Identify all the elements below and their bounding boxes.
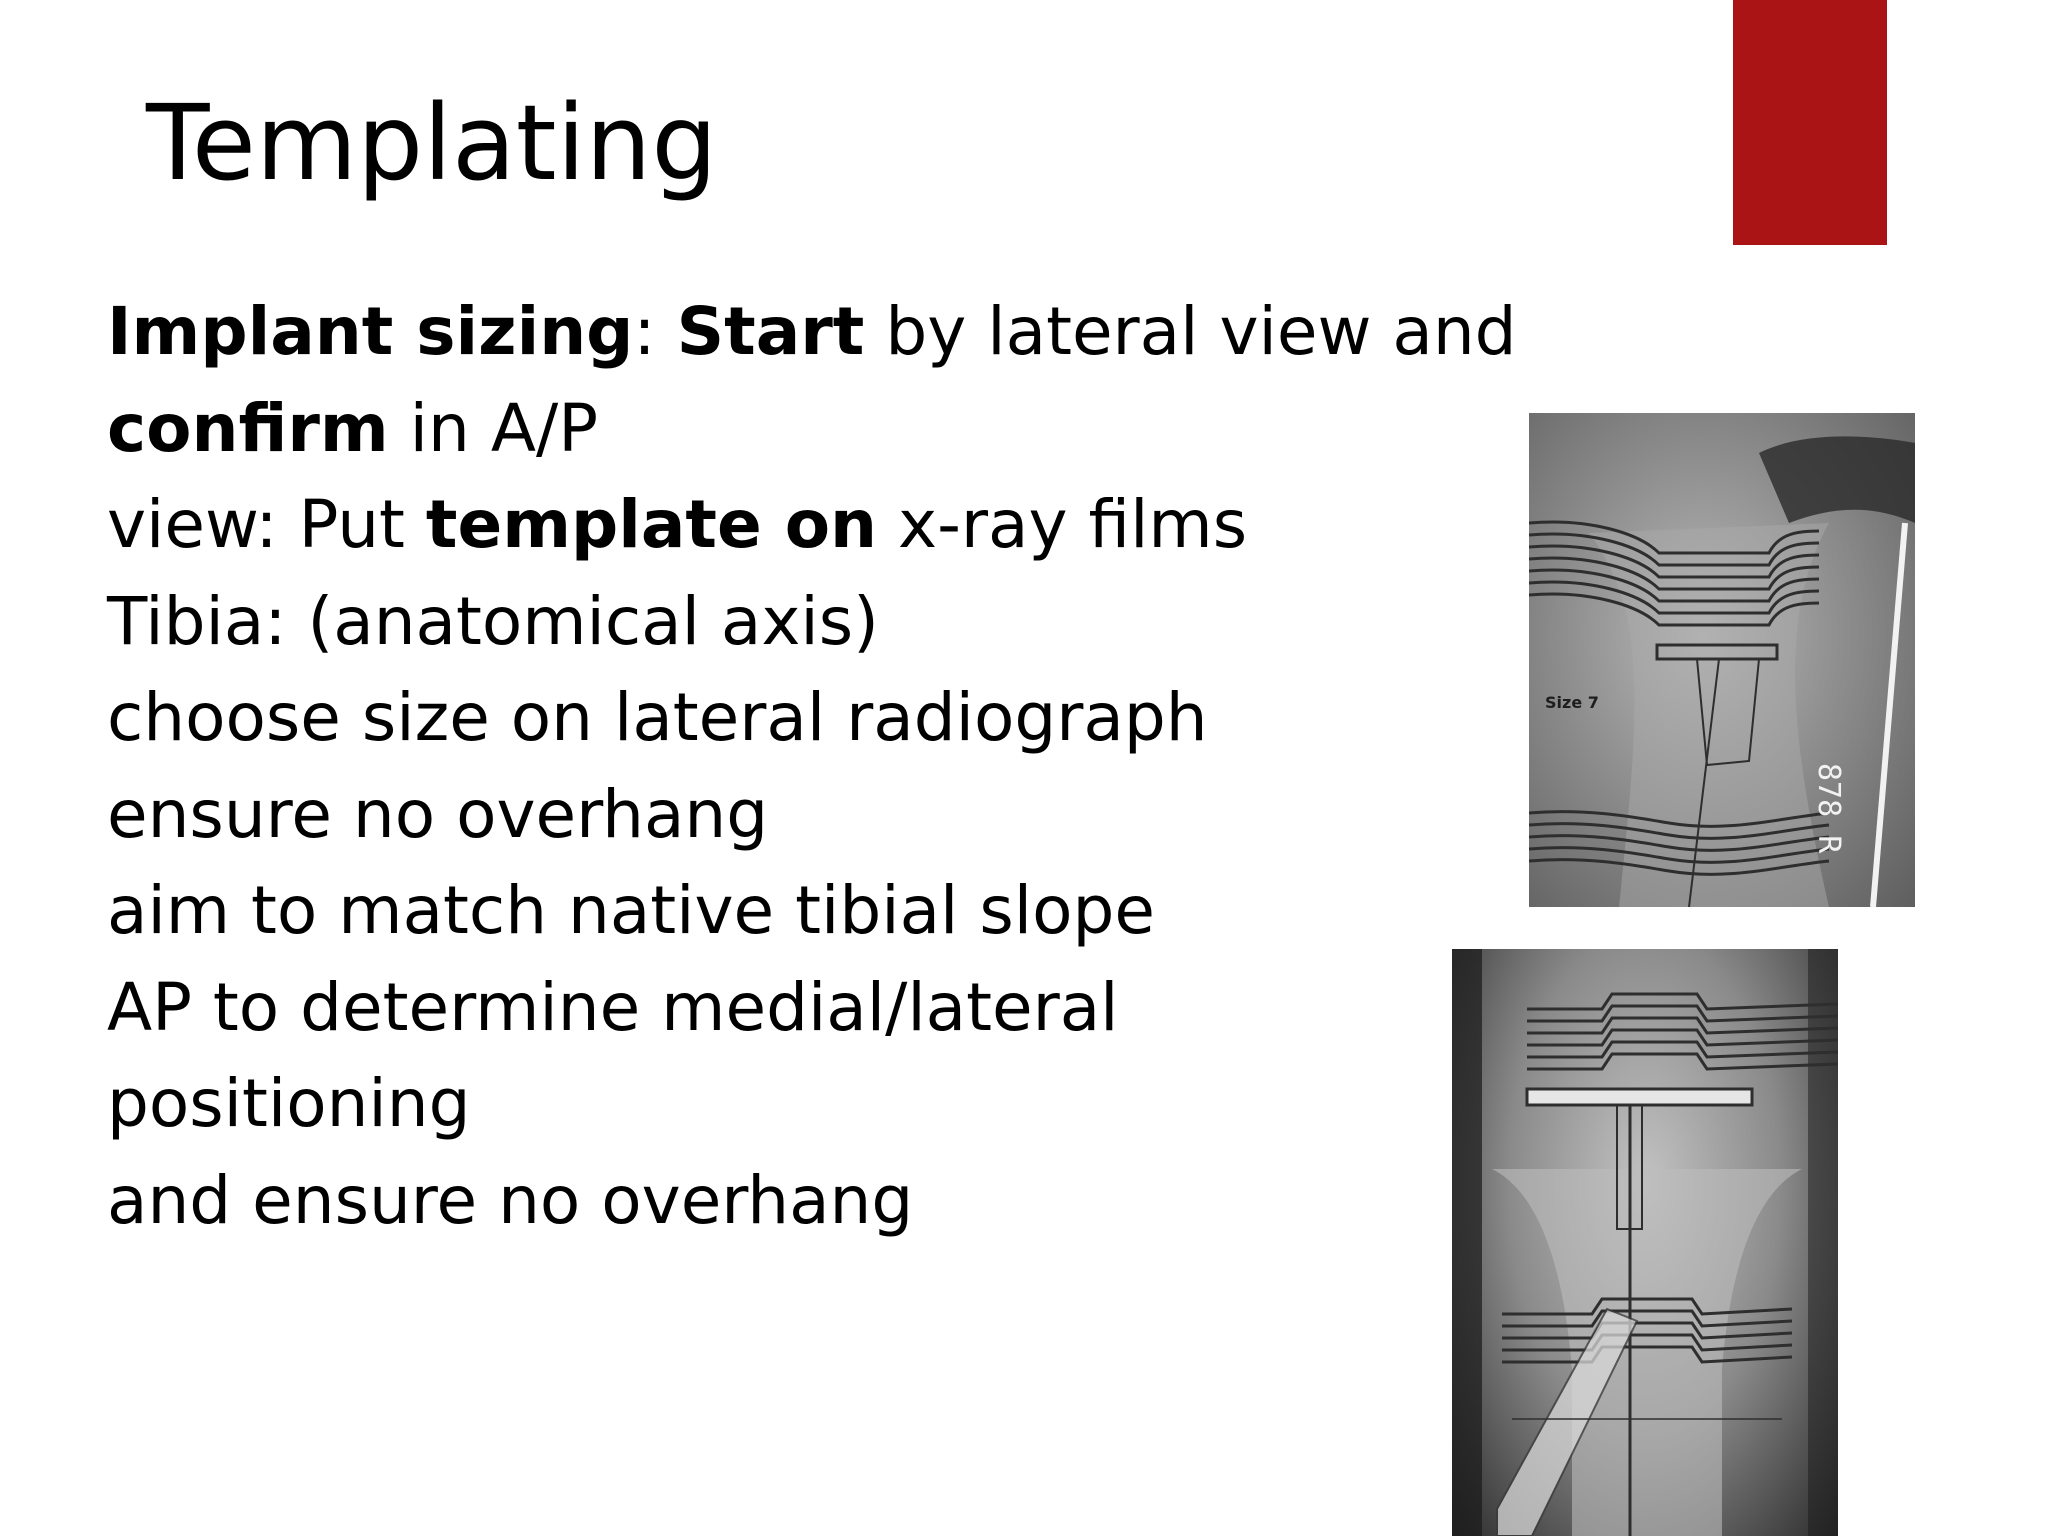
body-line bbox=[107, 960, 1447, 1057]
body-bold-text: template on bbox=[425, 486, 878, 563]
lateral-xray-image bbox=[1529, 413, 1915, 907]
body-text-run: and ensure no overhang bbox=[107, 1161, 914, 1239]
body-text-run: view: Put bbox=[107, 486, 426, 563]
lateral-marker-label: 878 R bbox=[1811, 763, 1846, 854]
body-text-run: Tibia: (anatomical axis) bbox=[107, 582, 879, 660]
body-line bbox=[107, 767, 1447, 864]
body-text-run: in A/P bbox=[388, 389, 599, 467]
body-text-run: AP to determine medial/lateral bbox=[107, 968, 1119, 1046]
body-bold-text: Start bbox=[676, 293, 865, 370]
body-line bbox=[107, 381, 1447, 478]
body-line bbox=[107, 1056, 1447, 1153]
slide-title: Templating bbox=[146, 82, 718, 204]
ap-xray-image bbox=[1452, 949, 1838, 1536]
body-text-run: ensure no overhang bbox=[107, 775, 769, 853]
body-text-run: choose size on lateral radiograph bbox=[107, 679, 1208, 756]
lateral-size-label: Size 7 bbox=[1545, 693, 1599, 712]
body-text-run: positioning bbox=[107, 1065, 471, 1142]
body-line bbox=[107, 574, 1447, 671]
body-line bbox=[107, 863, 1447, 960]
body-line bbox=[107, 1153, 1447, 1250]
body-text-run: x-ray films bbox=[877, 486, 1248, 563]
body-bold-text: confirm bbox=[107, 389, 389, 467]
body-text-run: aim to match native tibial slope bbox=[107, 872, 1155, 949]
body-text-run: : bbox=[633, 293, 677, 370]
slide-body bbox=[107, 284, 1517, 1249]
body-line bbox=[107, 670, 1447, 767]
body-text-run: by lateral view and bbox=[864, 293, 1517, 370]
body-line bbox=[107, 284, 1517, 381]
accent-bar bbox=[1733, 0, 1887, 245]
body-bold-text: Implant sizing bbox=[107, 293, 634, 370]
body-line bbox=[107, 477, 1447, 574]
